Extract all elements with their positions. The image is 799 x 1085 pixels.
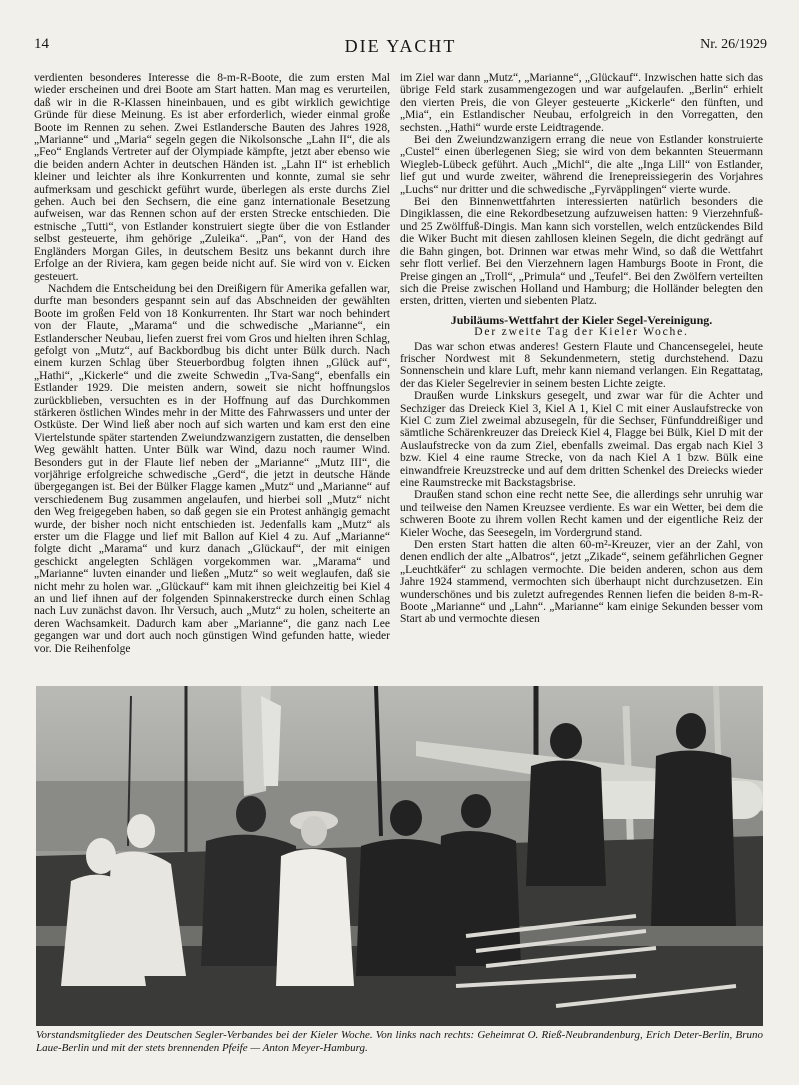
paragraph: Bei den Binnenwettfahrten interessierten natürlich besonders die Dingiklassen, die eine Rekordbesetzung aufzuweisen hatten: 9 Vierzehnfuß- und 25 Zwölffuß-Dingis. Man kann sich vorstellen, welch entzückendes Bild die Wiker Bucht mit diesen zahllosen kleinen Segeln, die dicht gedrängt auf die Bahn gingen, bot. Drinnen war etwas mehr Wind, so daß die Wettfahrt sehr flott verlief. Bei den Vierzehnern lagen Hamburgs Boote in Front, die Preise gingen an „Troll“, „Primula“ und „Teufel“. Bei den Zwölfern verteilten sich die Preise zwischen Holland und Hamburg; die Holländer belegten den ersten, dritten, vierten und siebenten Platz. [400, 196, 763, 308]
left-column [34, 72, 390, 676]
section-subheading: Der zweite Tag der Kieler Woche. [474, 326, 689, 339]
page-header [34, 36, 767, 58]
section-heading: Jubiläums-Wettfahrt der Kieler Segel-Vereinigung. [450, 312, 713, 327]
paragraph: Bei den Zweiundzwanzigern errang die neue von Estlander konstruierte „Custel“ einen überlegenen Sieg; sie wird von dem bekannten Steuermann Wieglеb-Lübeck geführt. Auch „Michl“, die alte „Inga Lill“ von Estlander, lief gut und wurde zweiter, während die Irenepreissiegerin des Vorjahres „Luchs“ nur dritter und die schwedische „Fyrväpplingen“ vierte wurde. [400, 134, 763, 196]
photograph-sailing-officials [36, 686, 763, 1026]
right-column [400, 72, 763, 676]
paragraph: Draußen stand schon eine recht nette See, die allerdings sehr unruhig war und teilweise den Namen Kreuzsee verdiente. Es war ein Wetter, bei dem die schweren Boote zu ihrem vollen Recht kamen und der eigentliche Reiz der Kieler Woche, das Seesegeln, im Vordergrund stand. [400, 489, 763, 539]
photo-caption: Vorstandsmitglieder des Deutschen Segler-Verbandes bei der Kieler Woche. Von links nach rechts: Geheimrat O. Rieß-Neubrandenburg, Erich Deter-Berlin, Bruno Laue-Berlin und mit der stets brennenden Pfeife — Anton Meyer-Hamburg. [36, 1029, 763, 1054]
paragraph: Draußen wurde Linkskurs gesegelt, und zwar war für die Achter und Sechziger das Dreieck Kiel 3, Kiel A 1, Kiel C mit einer Auslaufstrecke von Kiel C zum Ziel zweimal abzusegeln, für die Sechser, Fünfunddreißiger und sämtliche Schärenkreuzer das Dreieck Kiel 4, Flagge bei Bülk, Kiel D mit der Auslaufstrecke von da zum Ziel, ebenfalls zweimal. Das ergab nach Kiel 3 bzw. Kiel 4 eine raume Strecke, von da nach Kiel A 1 bzw. Bülk eine einwandfreie Kreuzstrecke und auf dem dritten Schenkel des Dreiecks wieder eine Raumstrecke mit Backstagsbrise. [400, 390, 763, 489]
paragraph: verdienten besonderes Interesse die 8-m-R-Boote, die zum ersten Mal wieder erscheinen und drei Boote am Start hatten. Man mag es verurteilen, daß wir in die R-Klassen hineinbauen, und es gibt wirklich gewichtige Gründe für diese Meinung. Es ist aber erforderlich, wieder einmal große Boote im Rennen zu sehen. Zwei Estlandersche Bauten des Jahres 1928, „Marianne“ und „Maria“ segeln gegen die Nikolsonsche „Lahn II“, die als „Feo“ Englands Vertreter auf der Olympiade kämpfte, jetzt aber ebenso wie die beiden andern Achter in deutschen Händen ist. „Lahn II“ ist erheblich kleiner und leichter als ihre Konkurrenten und konnte, zumal sie sehr aufmerksam und geschickt geführt wurde, überlegen als erste durchs Ziel gehen. Auch bei den Sechsern, die eine ganz internationale Besetzung aufweisen, war das Rennen schon auf der ersten Strecke entschieden. Die estnische „Tutti“, von Estlander konstruiert siegte über die von Estlander selbst gesteuerte, ihm gehörige „Zuleika“. „Pan“, von der Hand des Engländers Morgan Giles, in deutschem Besitz uns bekannt durch ihre Erfolge an der Riviera, kam gegen beide nicht auf. Sie wird von v. Eicken gesteuert. [34, 72, 390, 283]
page-number: 14 [34, 36, 49, 52]
paragraph: Nachdem die Entscheidung bei den Dreißigern für Amerika gefallen war, durfte man besonders gespannt sein auf das Abschneiden der gewählten Boote im großen Feld von 18 Konkurrenten. Ihr Start war noch behindert von der Flaute, „Marama“ und die schwedische „Marianne“, ein Estlanderscher Neubau, liefen zuerst frei vom Gros und hielten ihren Schlag, gefolgt von „Mutz“, auf Backbordbug bis dicht unter Bülk durch. Nach einem kurzen Schlag über Steuerbordbug folgten ihnen „Glück auf“, „Hathi“, „Kickerle“ und die zweite Schwedin „Tva-Sang“, ebenfalls ein Estlander 1929. Die meisten andern, soweit sie nicht hoffnungslos zurückblieben, versuchten es in der Hoffnung auf das Durchkommen stärkeren östlichen Windes mehr in der Mitte des Fahrwassers und unter der Ostküste. Der Wind ließ aber noch auf sich warten und kam erst den eine Viertelstunde später startenden Zweiundzwanzigern zustatten, die denselben Weg gewählt hatten. Unter Bülk war Wind, dazu noch raumer Wind. Besonders gut in der Flaute lief neben der „Marianne“ „Mutz III“, die vorjährige erfolgreiche schwedische „Gerd“, die jetzt in deutsche Hände übergegangen ist. Bei der Bülker Flagge kamen „Mutz“ und „Marianne“ auf verschiedenem Bug zusammen angelaufen, und hierbei soll „Mutz“ nicht den Weg freigegeben haben, so daß gegen sie ein Protest anhängig gemacht wurde, der bisher noch nicht entschieden ist. Jedenfalls kam „Mutz“ als erster um die Flagge und lief mit Ballon auf Kiel 4 zu. Auf „Marianne“ folgte dicht „Marama“ und kurz danach „Glückauf“, der mit einigen geschickt angelegten Schlägen vorgekommen war. „Marama“ und „Marianne“ luvten einander und ließen „Mutz“ so weit weglaufen, daß sie nicht mehr zu holen war. „Glückauf“ kam mit ihnen gleichzeitig bei Kiel 4 an und lief ihnen auf der folgenden Spinnakerstrecke durch einen Schlag nach Luv zunächst davon. Ihr Versuch, auch „Mutz“ zu holen, scheiterte an deren Wachsamkeit. Dadurch kam aber „Marianne“, die ganz nach Lee gegangen war und dort auch noch günstigen Wind gefunden hatte, wieder vor. Die Reihenfolge [34, 282, 390, 655]
paragraph: Den ersten Start hatten die alten 60-m²-Kreuzer, vier an der Zahl, von denen endlich der alte „Albatros“, jetzt „Zikade“, seinem gefährlichen Gegner „Leuchtkäfer“ zu schlagen vermochte. Die beiden anderen, schon aus dem Jahre 1924 stammend, vermochten sich überhaupt nicht durchzusetzen. Ein wunderschönes und bis zuletzt aufregendes Rennen liefen die beiden 8-m-R-Boote „Marianne“ und „Lahn“. „Marianne“ kam einige Sekunden besser vom Start ab und vermochte diesen [400, 539, 763, 626]
paragraph: Das war schon etwas anderes! Gestern Flaute und Chancensegelei, heute frischer Nordwest mit 8 Sekundenmetern, stetig durchstehend. Dazu Sonnenschein und klare Luft, mehr kann niemand verlangen. Ein Regattatag, der das Kieler Segelrevier in seinem besten Lichte zeigte. [400, 340, 763, 390]
paragraph: im Ziel war dann „Mutz“, „Marianne“, „Glückauf“. Inzwischen hatte sich das übrige Feld stark zusammengezogen und war aufgelaufen. „Berlin“ erhielt den vierten Preis, die von Gleyer gesteuerte „Kickerle“ den fünften, und „Mia“, ein Estlandischer Neubau, erfolgreich in den Vorregatten, den sechsten. „Hathi“ wurde erste Leidtragende. [400, 72, 763, 134]
magazine-title: DIE YACHT [344, 36, 457, 56]
issue-number: Nr. 26/1929 [700, 37, 767, 52]
photo-illustration [36, 686, 763, 1026]
